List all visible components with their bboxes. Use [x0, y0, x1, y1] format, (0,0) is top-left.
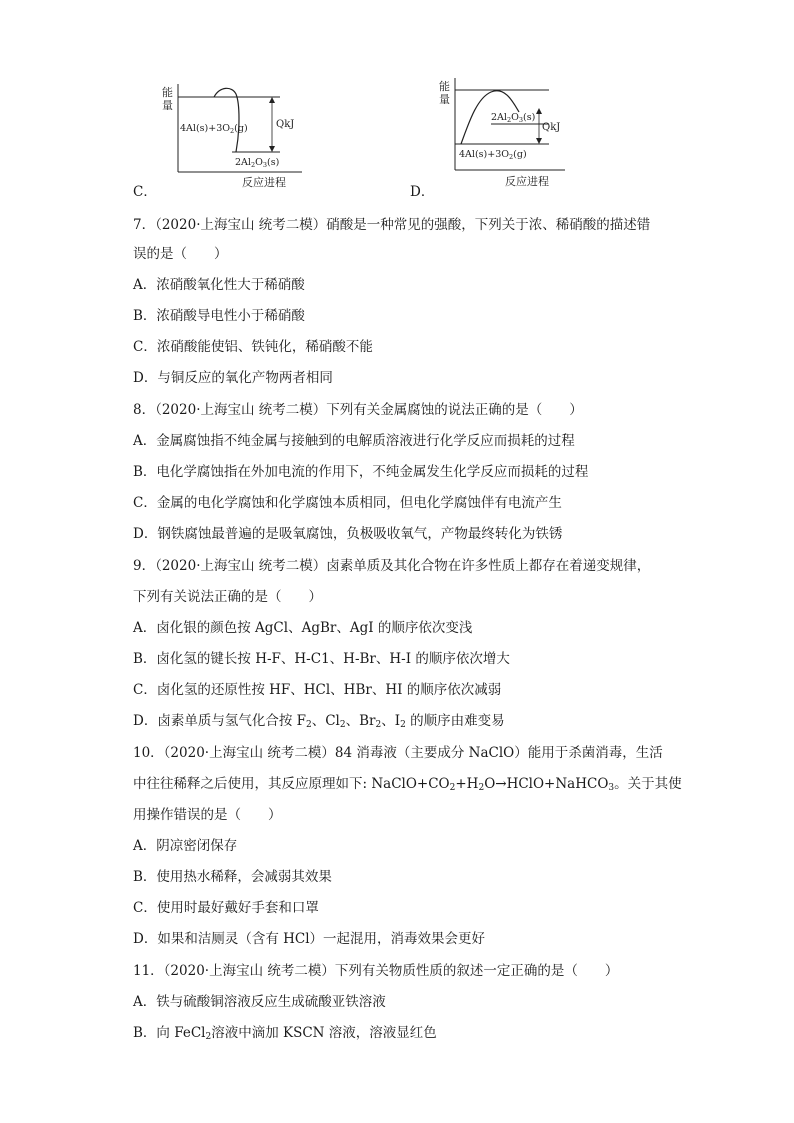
q9-option-c: C．卤化氢的还原性按 HF、HCl、HBr、HI 的顺序依次减弱 — [133, 682, 502, 698]
q10-option-c: C．使用时最好戴好手套和口罩 — [133, 900, 319, 916]
y-axis-label-c1: 能 — [162, 86, 173, 99]
q7-option-b: B．浓硝酸导电性小于稀硝酸 — [133, 308, 305, 324]
q9-option-b: B．卤化氢的键长按 H-F、H-C1、H-Br、H-I 的顺序依次增大 — [133, 651, 510, 667]
q10-option-d: D．如果和洁厕灵（含有 HCl）一起混用，消毒效果会更好 — [133, 931, 486, 947]
q9-stem-line2: 下列有关说法正确的是（ ） — [133, 589, 322, 605]
x-axis-label-d: 反应进程 — [505, 175, 549, 188]
q9-option-a: A．卤化银的颜色按 AgCl、AgBr、AgI 的顺序依次变浅 — [133, 620, 473, 636]
q9-stem-line1: 9．（2020·上海宝山 统考二模）卤素单质及其化合物在许多性质上都存在着递变规律， — [133, 558, 651, 574]
q11-option-b: B．向 FeCl$_2$溶液中滴加 KSCN 溶液，溶液显红色 — [133, 1025, 437, 1042]
reactant-label-c: $4Al(s)+3O_2(g)$ — [180, 123, 248, 135]
y-axis-label-d2: 量 — [439, 93, 450, 106]
y-axis-label-d1: 能 — [439, 80, 450, 93]
energy-diagram-c — [140, 78, 310, 190]
q8-option-b: B．电化学腐蚀指在外加电流的作用下，不纯金属发生化学反应而损耗的过程 — [133, 464, 589, 480]
energy-diagram-d — [425, 72, 575, 190]
q10-stem-line3: 用操作错误的是（ ） — [133, 807, 282, 823]
q7-option-c: C．浓硝酸能使铝、铁钝化，稀硝酸不能 — [133, 339, 373, 355]
q8-option-a: A．金属腐蚀指不纯金属与接触到的电解质溶液进行化学反应而损耗的过程 — [133, 433, 575, 449]
reactant-label-d: $4Al(s)+3O_2(g)$ — [459, 149, 527, 161]
q7-stem-line2: 误的是（ ） — [133, 246, 228, 262]
q8-option-d: D．钢铁腐蚀最普遍的是吸氧腐蚀，负极吸收氧气，产物最终转化为铁锈 — [133, 526, 563, 542]
y-axis-label-c2: 量 — [162, 99, 173, 112]
product-label-c: $2Al_2O_3(s)$ — [235, 157, 280, 169]
q10-option-a: A．阴凉密闭保存 — [133, 838, 238, 854]
q10-option-b: B．使用热水稀释，会减弱其效果 — [133, 869, 332, 885]
q9-option-d: D．卤素单质与氢气化合按 $F_2$、$Cl_2$、$Br_2$、$I_2$ 的顺序由难变易 — [133, 713, 505, 730]
q7-option-a: A．浓硝酸氧化性大于稀硝酸 — [133, 277, 305, 293]
reaction-curve-c — [214, 88, 239, 152]
option-letter-d: D． — [410, 184, 435, 200]
energy-label-c: QkJ — [276, 119, 295, 130]
q7-option-d: D．与铜反应的氧化产物两者相同 — [133, 370, 333, 386]
x-axis-label-c: 反应进程 — [242, 176, 286, 189]
option-letter-c: C． — [133, 184, 157, 200]
q11-option-a: A．铁与硫酸铜溶液反应生成硫酸亚铁溶液 — [133, 994, 386, 1010]
q8-option-c: C．金属的电化学腐蚀和化学腐蚀本质相同，但电化学腐蚀伴有电流产生 — [133, 495, 562, 511]
energy-label-d: QkJ — [542, 122, 561, 133]
q8-stem-line1: 8．（2020·上海宝山 统考二模）下列有关金属腐蚀的说法正确的是（ ） — [133, 402, 583, 418]
q10-stem-line2: 中往往稀释之后使用，其反应原理如下: $NaClO+CO_2+H_2O\to HClO+NaHCO_3$。关于其使 — [133, 776, 682, 793]
q7-stem-line1: 7．（2020·上海宝山 统考二模）硝酸是一种常见的强酸，下列关于浓、稀硝酸的描述错 — [133, 217, 651, 233]
q11-stem-line1: 11．（2020·上海宝山 统考二模）下列有关物质性质的叙述一定正确的是（ ） — [133, 963, 619, 979]
product-label-d: $2Al_2O_3(s)$ — [491, 112, 536, 124]
q10-stem-line1: 10．（2020·上海宝山 统考二模）84 消毒液（主要成分 NaClO）能用于杀菌消毒，生活 — [133, 745, 663, 761]
